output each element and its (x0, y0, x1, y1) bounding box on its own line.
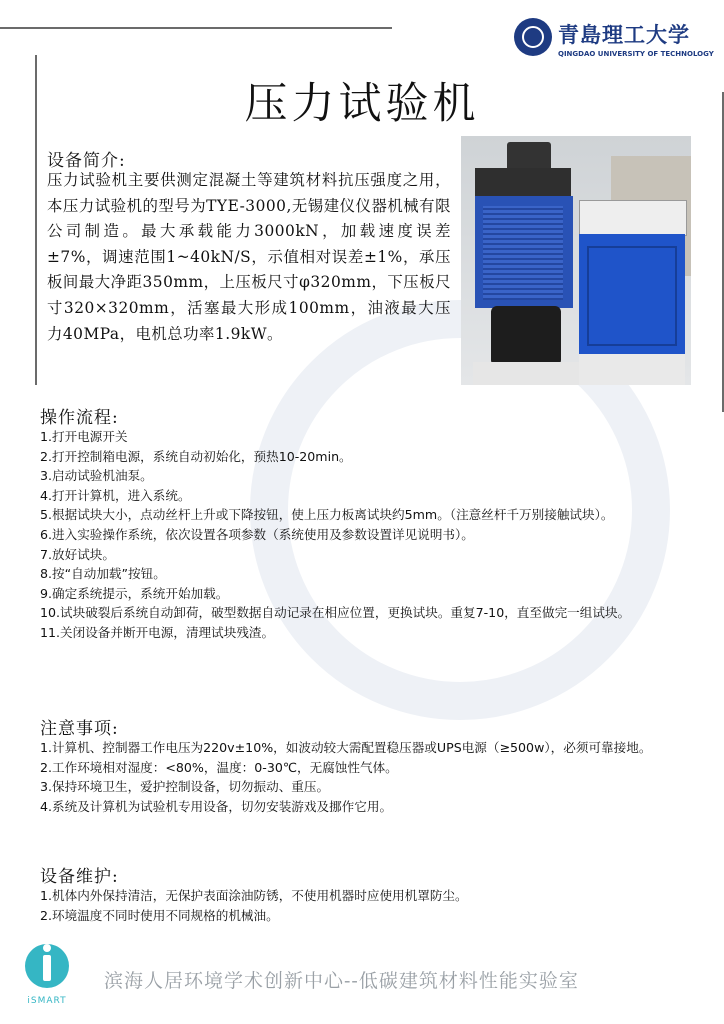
maintenance-heading: 设备维护: (40, 867, 119, 887)
note-item: 4.系统及计算机为试验机专用设备，切勿安装游戏及挪作它用。 (40, 798, 393, 814)
machine-photo (461, 136, 691, 385)
procedure-step: 11.关闭设备并断开电源，清理试块残渣。 (40, 624, 275, 640)
university-seal-icon (514, 18, 552, 56)
maintenance-item: 2.环境温度不同时使用不同规格的机械油。 (40, 907, 279, 923)
procedure-step: 9.确定系统提示，系统开始加载。 (40, 585, 229, 601)
procedure-step: 7.放好试块。 (40, 546, 115, 562)
procedure-step: 3.启动试验机油泵。 (40, 468, 153, 484)
note-item: 1.计算机、控制器工作电压为220v±10%，如波动较大需配置稳压器或UPS电源（≥500w），必须可靠接地。 (40, 740, 652, 755)
procedure-step: 8.按“自动加载”按钮。 (40, 566, 166, 582)
ismart-logo (22, 938, 72, 1010)
ismart-brand-text: iSMART (27, 996, 67, 1006)
university-name-en: QINGDAO UNIVERSITY OF TECHNOLOGY (558, 50, 714, 58)
procedure-step: 6.进入实验操作系统，依次设置各项参数（系统使用及参数设置详见说明书）。 (40, 526, 474, 542)
procedure-step: 10.试块破裂后系统自动卸荷，破型数据自动记录在相应位置，更换试块。重复7-10，直至做完一组试块。 (40, 605, 631, 621)
footer-lab-name: 滨海人居环境学术创新中心--低碳建筑材料性能实验室 (104, 970, 579, 992)
procedure-list (40, 427, 700, 643)
frame-line-top (0, 27, 392, 29)
note-item: 2.工作环境相对湿度：<80%，温度：0-30℃，无腐蚀性气体。 (40, 759, 398, 775)
notes-list (40, 738, 670, 816)
procedure-step: 2.打开控制箱电源，系统自动初始化，预热10-20min。 (40, 448, 352, 464)
procedure-step: 4.打开计算机，进入系统。 (40, 487, 191, 503)
maintenance-list (40, 886, 700, 925)
note-item: 3.保持环境卫生，爱护控制设备，切勿振动、重压。 (40, 779, 330, 795)
page-title: 压力试验机 (244, 79, 480, 129)
procedure-step: 5.根据试块大小，点动丝杆上升或下降按钮，使上压力板离试块约5mm。（注意丝杆千万别接触试块）。 (40, 507, 614, 523)
notes-heading: 注意事项: (40, 719, 119, 739)
procedure-step: 1.打开电源开关 (40, 429, 128, 444)
university-logo (514, 16, 714, 64)
intro-text: 压力试验机主要供测定混凝土等建筑材料抗压强度之用，本压力试验机的型号为TYE-3000,无锡建仪仪器机械有限公司制造。最大承载能力3000kN，加载速度误差±7%，调速范围1~40kN/S，示值相对误差±1%，承压板间最大净距350mm，上压板尺寸φ320mm，下压板尺寸320×320mm，活塞最大形成100mm，油液最大压力40MPa，电机总功率1.9kW。 (47, 171, 451, 343)
university-name-cn: 青島理工大学 (558, 22, 690, 47)
maintenance-item: 1.机体内外保持清洁，无保护表面涂油防锈，不使用机器时应使用机罩防尘。 (40, 888, 468, 903)
intro-heading: 设备简介: (47, 151, 126, 171)
procedure-heading: 操作流程: (40, 408, 119, 428)
